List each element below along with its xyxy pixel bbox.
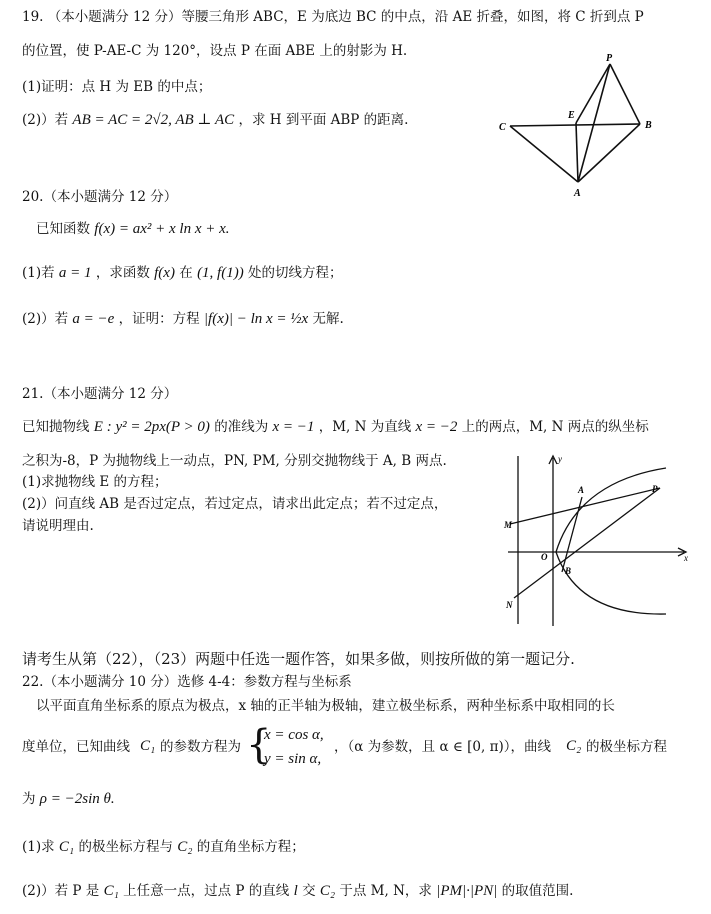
q22-line3-pre: 为: [22, 791, 36, 807]
q21-label-p: P: [652, 484, 658, 494]
q21-label-n: N: [506, 600, 513, 610]
q21-part1: (1)求抛物线 E 的方程；: [22, 474, 168, 490]
q19-part2-math: AB = AC = 2√2, AB ⊥ AC: [72, 112, 235, 128]
q22-c2: C₂: [566, 738, 582, 754]
q19-part2-post: ，求 H 到平面 ABP 的距离.: [238, 112, 409, 128]
q21-label-m: M: [504, 520, 513, 530]
q21-label-b: B: [565, 566, 572, 576]
q20-part1-math2: f(x): [154, 265, 175, 281]
q22-sys-top: x = cos α,: [264, 727, 324, 743]
q21-label-y: y: [558, 454, 562, 464]
q22-part2-c2: C₂: [319, 883, 336, 899]
q19-line2: 的位置，使 P-AE-C 为 120°，设点 P 在面 ABE 上的射影为 H.: [22, 43, 408, 59]
q22-part2-c1: C₁: [103, 883, 119, 899]
q20-header: 20.（本小题满分 12 分）: [22, 189, 178, 205]
q19-figure: [492, 50, 662, 198]
q19-label-a: A: [574, 188, 581, 198]
q20-intro-math: f(x) = ax² + x ln x + x.: [94, 221, 230, 237]
q22-part2-mid2: 交: [302, 883, 316, 899]
q20-part1-post: 处的切线方程；: [248, 265, 343, 281]
q21-line1-mid2: ，M, N 为直线: [318, 419, 412, 435]
q21-line2: 之积为-8，P 为抛物线上一动点，PN, PM, 分别交抛物线于 A, B 两点.: [22, 453, 447, 469]
q22-part1-post: 的直角坐标方程；: [196, 839, 305, 855]
q19-label-p: P: [606, 53, 613, 64]
q20-part1-mid2: 在: [179, 265, 193, 281]
q21-label-x: x: [684, 553, 688, 563]
q19-part1: (1)证明：点 H 为 EB 的中点；: [22, 79, 212, 95]
q22-c1: C₁: [140, 738, 156, 754]
q21-line1: [22, 418, 649, 436]
q20-part2-post: 无解.: [312, 311, 344, 327]
q20-part2: [22, 310, 344, 328]
q20-part1: [22, 264, 343, 282]
q22-line2-mid2: ，（α 为参数，且 α ∈ [0, π)），曲线: [334, 739, 551, 755]
q21-line1-math2: x = −1: [272, 419, 315, 435]
q20-intro: [36, 220, 230, 238]
q21-header: 21.（本小题满分 12 分）: [22, 386, 178, 402]
q20-part1-math1: a = 1: [58, 265, 92, 281]
q20-part2-math2: |f(x)| − ln x = ½x: [203, 311, 309, 327]
q21-figure: [498, 448, 694, 628]
q22-line2-post: 的极坐标方程: [586, 739, 667, 755]
q21-line1-pre: 已知抛物线: [22, 419, 90, 435]
q22-part1-mid: 的极坐标方程与: [78, 839, 173, 855]
q22-part2: [22, 882, 573, 900]
q22-part1-c2: C₂: [177, 839, 193, 855]
q21-line1-math1: E : y² = 2px(P > 0): [93, 419, 210, 435]
q22-part2-math: |PM|·|PN|: [436, 883, 498, 899]
q22-part2-mid: 上任意一点，过点 P 的直线: [123, 883, 290, 899]
q20-part2-pre: (2)）若: [22, 311, 69, 327]
q22-part2-mid3: 于点 M, N，求: [339, 883, 432, 899]
q22-brace: {: [246, 722, 272, 768]
q22-line2-mid: 的参数方程为: [160, 739, 241, 755]
q22-part1: [22, 838, 305, 856]
q21-line1-post: 上的两点，M, N 两点的纵坐标: [461, 419, 649, 435]
q22-header: 22.（本小题满分 10 分）选修 4-4：参数方程与坐标系: [22, 674, 352, 690]
q22-part1-pre: (1)求: [22, 839, 55, 855]
q21-part2-line1: (2)）问直线 AB 是否过定点，若过定点，请求出此定点；若不过定点，: [22, 496, 448, 512]
q20-part2-mid: ，证明：方程: [118, 311, 200, 327]
q22-line3-math: ρ = −2sin θ.: [39, 791, 115, 807]
q22-line3: [22, 790, 115, 808]
q21-line1-math3: x = −2: [415, 419, 458, 435]
q20-part1-mid: ，求函数: [95, 265, 150, 281]
q19-label-b: B: [645, 120, 652, 131]
q21-part2-line2: 请说明理由.: [22, 518, 94, 534]
q19-part2-pre: (2)）若: [22, 112, 69, 128]
q20-part1-math3: (1, f(1)): [197, 265, 244, 281]
q22-part2-l: l: [293, 883, 298, 899]
exam-notice: 请考生从第（22），（23）两题中任选一题作答，如果多做，则按所做的第一题记分.: [22, 650, 575, 668]
q22-sys-bot: y = sin α,: [264, 751, 322, 767]
q22-part2-post: 的取值范围.: [501, 883, 574, 899]
q21-line1-mid: 的准线为: [214, 419, 269, 435]
q19-label-e: E: [568, 110, 575, 121]
q19-part2: [22, 111, 408, 129]
q19-label-c: C: [499, 122, 506, 133]
q22-part1-c1: C₁: [58, 839, 75, 855]
q20-part2-math1: a = −e: [72, 311, 115, 327]
q21-label-a: A: [578, 485, 585, 495]
q22-part2-pre: (2)）若 P 是: [22, 883, 100, 899]
q20-intro-pre: 已知函数: [36, 221, 90, 237]
q22-line2-pre: 度单位，已知曲线: [22, 739, 130, 755]
q19-line1: 19. （本小题满分 12 分）等腰三角形 ABC，E 为底边 BC 的中点，沿 AE 折叠，如图，将 C 折到点 P: [22, 9, 644, 25]
q22-line1: 以平面直角坐标系的原点为极点，x 轴的正半轴为极轴，建立极坐标系，两种坐标系中取相同的长: [36, 698, 615, 714]
q21-label-o: O: [541, 552, 548, 562]
q20-part1-pre: (1)若: [22, 265, 55, 281]
